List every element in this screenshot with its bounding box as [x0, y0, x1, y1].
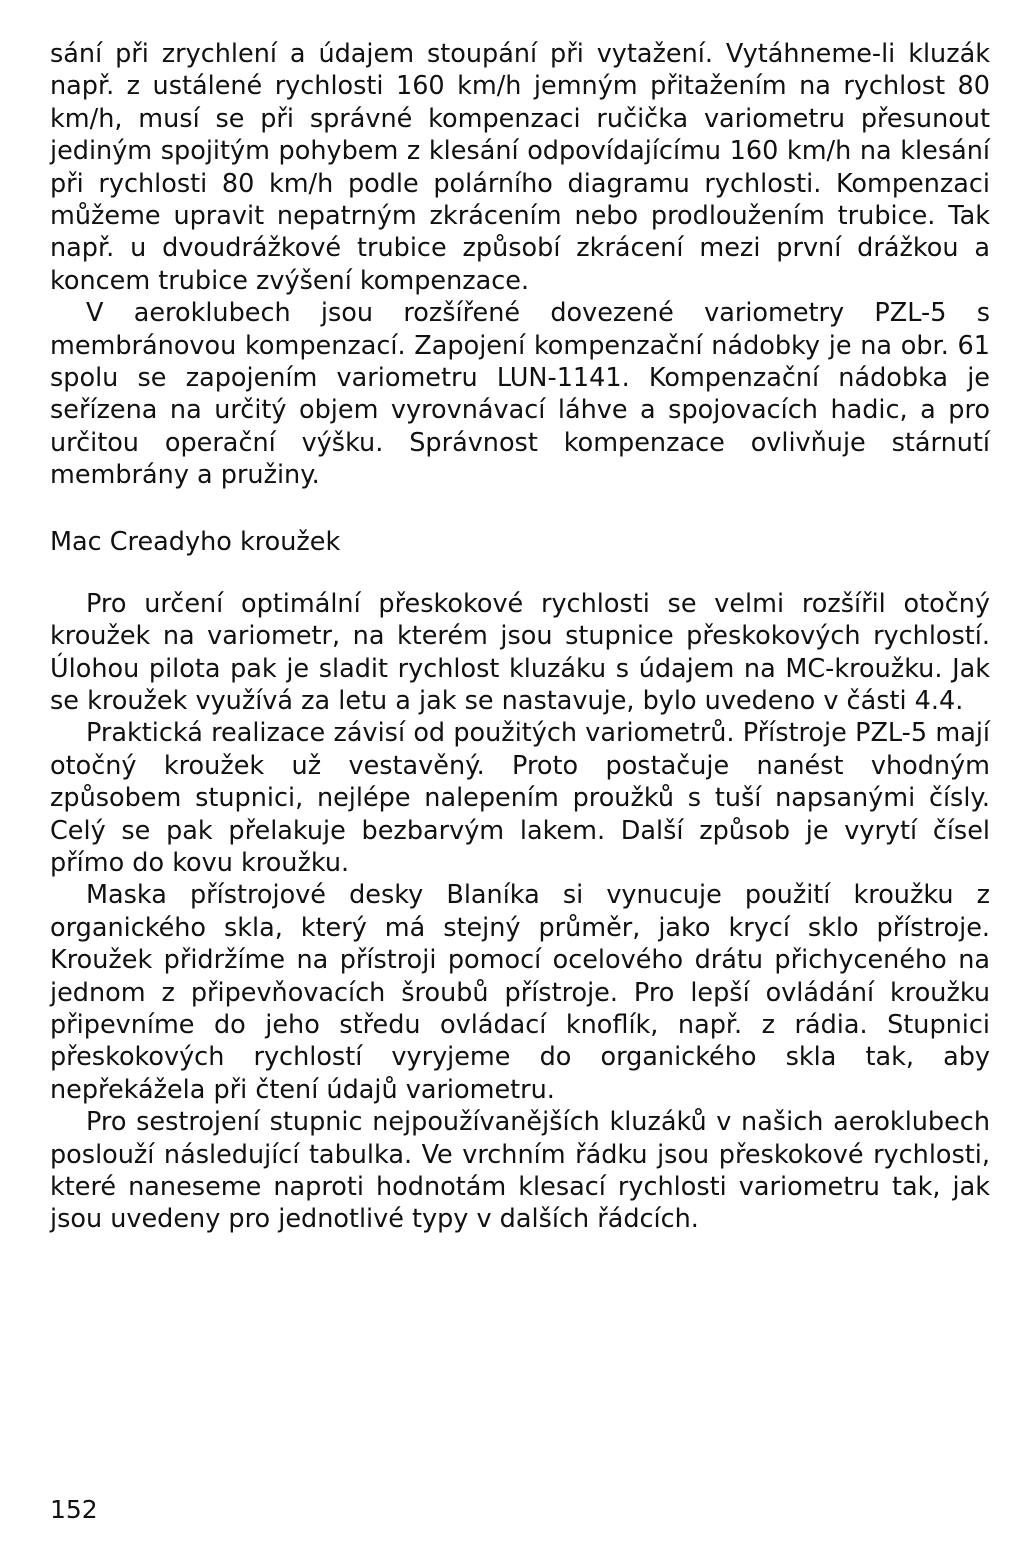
paragraph-pzl5-variometers: V aeroklubech jsou rozšířené dovezené variometry PZL-5 s membránovou kompenzací. Zapojení kompenzační nádobky je na obr. 61 spolu se zapojením variometru LUN-1141. Kompenzační nádobka je seřízena na určitý objem vyrovnávací láhve a spojovacích hadic, a pro určitou operační výšku. Správnost kompenzace ovlivňuje stárnutí membrány a pružiny.: [50, 298, 990, 491]
paragraph-table-intro: Pro sestrojení stupnic nejpoužívanějších kluzáků v našich aeroklubech poslouží následující tabulka. Ve vrchním řádku jsou přeskokové rychlosti, které naneseme naproti hodnotám klesací rychlosti variometru tak, jak jsou uvedeny pro jednotlivé typy v dalších řádcích.: [50, 1107, 990, 1235]
paragraph-mc-ring-intro: Pro určení optimální přeskokové rychlosti se velmi rozšířil otočný kroužek na variometr, na kterém jsou stupnice přeskokových rychlostí. Úlohou pilota pak je sladit rychlost kluzáku s údajem na MC-kroužku. Jak se kroužek využívá za letu a jak se nastavuje, bylo uvedeno v části 4.4.: [50, 588, 990, 716]
page-number: 152: [50, 1495, 98, 1524]
page-body: [50, 38, 990, 1236]
section-heading: Mac Creadyho kroužek: [50, 526, 341, 557]
paragraph-practical-realization: Praktická realizace závisí od použitých variometrů. Přístroje PZL-5 mají otočný kroužek už vestavěný. Proto postačuje nanést vhodným způsobem stupnici, nejlépe nalepením proužků s tuší napsanými čísly. Celý se pak přelakuje bezbarvým lakem. Další způsob je vyrytí čísel přímo do kovu kroužku.: [50, 718, 990, 878]
paragraph-blanik-mask: Maska přístrojové desky Blaníka si vynucuje použití kroužku z organického skla, který má stejný průměr, jako krycí sklo přístroje. Kroužek přidržíme na přístroji pomocí ocelového drátu přichyceného na jednom z připevňovacích šroubů přístroje. Pro lepší ovládání kroužku připevníme do jeho středu ovládací knoflík, např. z rádia. Stupnici přeskokových rychlostí vyryjeme do organického skla tak, aby nepřekážela při čtení údajů variometru.: [50, 880, 990, 1105]
paragraph-compensation-check: sání při zrychlení a údajem stoupání při vytažení. Vytáhneme-li kluzák např. z ustálené rychlosti 160 km/h jemným přitažením na rychlost 80 km/h, musí se při správné kompenzaci ručička variometru přesunout jediným spojitým pohybem z klesání odpovídajícímu 160 km/h na klesání při rychlosti 80 km/h podle polárního diagramu rychlosti. Kompenzaci můžeme upravit nepatrným zkrácením nebo prodloužením trubice. Tak např. u dvoudrážkové trubice způsobí zkrácení mezi první drážkou a koncem trubice zvýšení kompenzace.: [50, 39, 990, 296]
